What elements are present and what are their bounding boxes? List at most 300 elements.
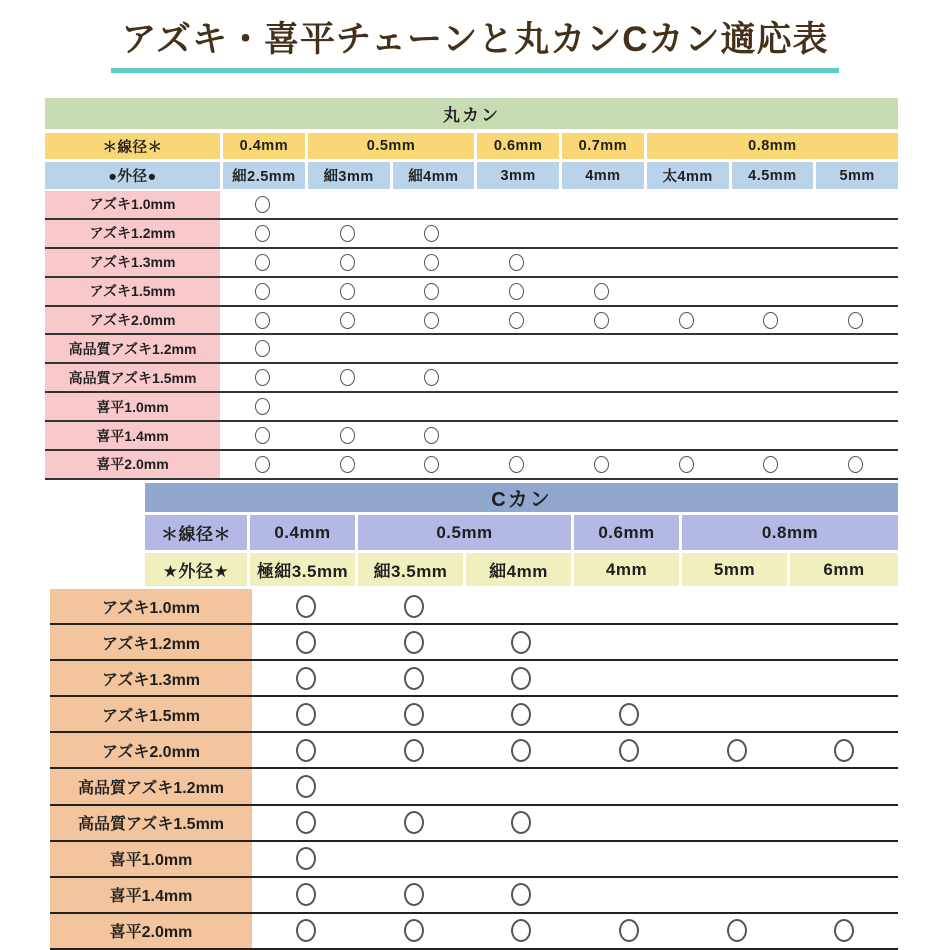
mark-slot xyxy=(729,249,814,276)
maru-kan-wire-label: ＊線径＊ xyxy=(45,133,220,159)
maru-kan-row xyxy=(45,278,898,307)
mark-slot xyxy=(252,878,360,912)
c-kan-wire-size-cell: 0.6mm xyxy=(574,515,679,550)
mark-slot xyxy=(729,422,814,449)
compatible-circle-icon xyxy=(296,667,316,690)
maru-kan-row-label: アズキ1.5mm xyxy=(45,278,220,305)
mark-slot xyxy=(252,733,360,767)
mark-slot xyxy=(474,278,559,305)
mark-slot xyxy=(252,806,360,840)
compatible-circle-icon xyxy=(296,739,316,762)
mark-slot xyxy=(467,589,575,623)
mark-slot xyxy=(575,661,683,695)
mark-slot xyxy=(729,451,814,478)
compatible-circle-icon xyxy=(424,225,439,242)
mark-slot xyxy=(683,733,791,767)
compatible-circle-icon xyxy=(404,919,424,942)
c-kan-row-label: アズキ1.2mm xyxy=(50,625,252,659)
maru-kan-row xyxy=(45,393,898,422)
compatible-circle-icon xyxy=(296,703,316,726)
mark-slot xyxy=(305,220,390,247)
compatible-circle-icon xyxy=(404,739,424,762)
mark-slot xyxy=(390,249,475,276)
mark-slot xyxy=(474,220,559,247)
maru-kan-outer-size-cell: 3mm xyxy=(477,162,559,189)
compatible-circle-icon xyxy=(404,811,424,834)
compatible-circle-icon xyxy=(619,703,639,726)
mark-slot xyxy=(559,278,644,305)
mark-slot xyxy=(559,249,644,276)
maru-kan-row-label: 喜平1.4mm xyxy=(45,422,220,449)
mark-slot xyxy=(559,335,644,362)
compatible-circle-icon xyxy=(594,283,609,300)
mark-slot xyxy=(390,278,475,305)
compatible-circle-icon xyxy=(296,811,316,834)
maru-kan-outer-size-cell: 4.5mm xyxy=(732,162,814,189)
mark-slot xyxy=(305,393,390,420)
mark-slot xyxy=(467,806,575,840)
c-kan-row-label: 喜平1.4mm xyxy=(50,878,252,912)
mark-slot xyxy=(467,733,575,767)
mark-slot xyxy=(813,364,898,391)
mark-slot xyxy=(220,451,305,478)
mark-slot xyxy=(390,393,475,420)
mark-slot xyxy=(644,191,729,218)
maru-kan-row-marks xyxy=(220,451,898,478)
mark-slot xyxy=(305,422,390,449)
mark-slot xyxy=(559,451,644,478)
c-kan-row-label: 喜平1.0mm xyxy=(50,842,252,876)
maru-kan-row-label: アズキ1.3mm xyxy=(45,249,220,276)
maru-kan-row-marks xyxy=(220,393,898,420)
mark-slot xyxy=(220,364,305,391)
mark-slot xyxy=(467,769,575,803)
mark-slot xyxy=(813,249,898,276)
mark-slot xyxy=(644,393,729,420)
compatible-circle-icon xyxy=(255,427,270,444)
c-kan-row xyxy=(50,806,898,842)
mark-slot xyxy=(575,878,683,912)
compatible-circle-icon xyxy=(511,631,531,654)
maru-kan-row-marks xyxy=(220,191,898,218)
maru-kan-row-marks xyxy=(220,220,898,247)
c-kan-wire-size-cell: 0.8mm xyxy=(682,515,898,550)
compatible-circle-icon xyxy=(296,631,316,654)
mark-slot xyxy=(474,451,559,478)
compatible-circle-icon xyxy=(727,739,747,762)
mark-slot xyxy=(305,278,390,305)
mark-slot xyxy=(790,878,898,912)
mark-slot xyxy=(683,914,791,948)
mark-slot xyxy=(220,220,305,247)
compatible-circle-icon xyxy=(296,595,316,618)
compatible-circle-icon xyxy=(834,739,854,762)
mark-slot xyxy=(220,393,305,420)
compatible-circle-icon xyxy=(255,312,270,329)
compatible-circle-icon xyxy=(619,919,639,942)
mark-slot xyxy=(559,393,644,420)
maru-kan-row-label: アズキ1.2mm xyxy=(45,220,220,247)
c-kan-row-label: 高品質アズキ1.2mm xyxy=(50,769,252,803)
c-kan-wire-size-cell: 0.5mm xyxy=(358,515,571,550)
mark-slot xyxy=(813,278,898,305)
maru-kan-row xyxy=(45,364,898,393)
mark-slot xyxy=(474,191,559,218)
c-kan-wire-diameter-row xyxy=(145,515,898,550)
mark-slot xyxy=(729,335,814,362)
maru-kan-row xyxy=(45,191,898,220)
c-kan-outer-size-cell: 細3.5mm xyxy=(358,553,463,586)
compatible-circle-icon xyxy=(511,883,531,906)
c-kan-row-marks xyxy=(252,806,898,840)
compatible-circle-icon xyxy=(340,427,355,444)
c-kan-outer-size-cell: 6mm xyxy=(790,553,898,586)
maru-kan-row-label: アズキ2.0mm xyxy=(45,307,220,334)
mark-slot xyxy=(575,842,683,876)
mark-slot xyxy=(467,914,575,948)
mark-slot xyxy=(360,697,468,731)
c-kan-row-marks xyxy=(252,697,898,731)
compatible-circle-icon xyxy=(340,254,355,271)
c-kan-table xyxy=(145,483,898,586)
mark-slot xyxy=(360,589,468,623)
mark-slot xyxy=(467,878,575,912)
c-kan-row-marks xyxy=(252,769,898,803)
maru-kan-row xyxy=(45,220,898,249)
mark-slot xyxy=(683,661,791,695)
mark-slot xyxy=(390,451,475,478)
compatible-circle-icon xyxy=(511,811,531,834)
compatible-circle-icon xyxy=(296,883,316,906)
mark-slot xyxy=(305,335,390,362)
page-title xyxy=(12,16,938,73)
mark-slot xyxy=(559,220,644,247)
maru-kan-row-label: 高品質アズキ1.5mm xyxy=(45,364,220,391)
maru-kan-row xyxy=(45,307,898,336)
mark-slot xyxy=(390,191,475,218)
maru-kan-row xyxy=(45,422,898,451)
compatible-circle-icon xyxy=(679,456,694,473)
c-kan-row-label: 喜平2.0mm xyxy=(50,914,252,948)
c-kan-row xyxy=(50,878,898,914)
mark-slot xyxy=(559,191,644,218)
compatible-circle-icon xyxy=(509,283,524,300)
c-kan-outer-diameter-row xyxy=(145,553,898,586)
maru-kan-row xyxy=(45,451,898,480)
mark-slot xyxy=(644,422,729,449)
mark-slot xyxy=(305,191,390,218)
mark-slot xyxy=(575,625,683,659)
mark-slot xyxy=(474,335,559,362)
page-title-text: アズキ・喜平チェーンと丸カンCカン適応表 xyxy=(111,16,838,73)
mark-slot xyxy=(683,806,791,840)
c-kan-row-marks xyxy=(252,733,898,767)
mark-slot xyxy=(790,589,898,623)
maru-kan-wire-size-cell: 0.6mm xyxy=(477,133,559,159)
compatible-circle-icon xyxy=(340,369,355,386)
mark-slot xyxy=(360,661,468,695)
maru-kan-body xyxy=(45,191,898,480)
mark-slot xyxy=(252,661,360,695)
mark-slot xyxy=(474,307,559,334)
mark-slot xyxy=(360,625,468,659)
mark-slot xyxy=(252,589,360,623)
mark-slot xyxy=(390,307,475,334)
mark-slot xyxy=(729,364,814,391)
maru-kan-row-label: 喜平1.0mm xyxy=(45,393,220,420)
compatible-circle-icon xyxy=(340,456,355,473)
maru-kan-wire-size-cell: 0.4mm xyxy=(223,133,305,159)
compatible-circle-icon xyxy=(848,312,863,329)
maru-kan-row-label: 高品質アズキ1.2mm xyxy=(45,335,220,362)
mark-slot xyxy=(644,220,729,247)
maru-kan-row xyxy=(45,335,898,364)
mark-slot xyxy=(790,769,898,803)
compatible-circle-icon xyxy=(511,919,531,942)
mark-slot xyxy=(790,914,898,948)
mark-slot xyxy=(467,661,575,695)
compatible-circle-icon xyxy=(255,283,270,300)
c-kan-row xyxy=(50,842,898,878)
c-kan-row-marks xyxy=(252,661,898,695)
compatible-circle-icon xyxy=(404,667,424,690)
mark-slot xyxy=(390,220,475,247)
c-kan-row-marks xyxy=(252,842,898,876)
mark-slot xyxy=(252,625,360,659)
mark-slot xyxy=(390,335,475,362)
maru-kan-row-label: アズキ1.0mm xyxy=(45,191,220,218)
mark-slot xyxy=(813,220,898,247)
mark-slot xyxy=(729,393,814,420)
maru-kan-table xyxy=(45,98,898,480)
maru-kan-row-marks xyxy=(220,364,898,391)
maru-kan-wire-size-cell: 0.7mm xyxy=(562,133,644,159)
mark-slot xyxy=(790,733,898,767)
c-kan-row-label: アズキ1.5mm xyxy=(50,697,252,731)
c-kan-row-marks xyxy=(252,914,898,948)
mark-slot xyxy=(390,422,475,449)
c-kan-row-label: 高品質アズキ1.5mm xyxy=(50,806,252,840)
maru-kan-row-marks xyxy=(220,307,898,334)
compatible-circle-icon xyxy=(255,456,270,473)
compatible-circle-icon xyxy=(255,369,270,386)
mark-slot xyxy=(474,422,559,449)
mark-slot xyxy=(220,249,305,276)
compatible-circle-icon xyxy=(340,225,355,242)
maru-kan-row-marks xyxy=(220,249,898,276)
mark-slot xyxy=(644,451,729,478)
maru-kan-wire-size-cell: 0.5mm xyxy=(308,133,475,159)
compatible-circle-icon xyxy=(255,340,270,357)
mark-slot xyxy=(360,806,468,840)
compatible-circle-icon xyxy=(511,739,531,762)
mark-slot xyxy=(467,842,575,876)
mark-slot xyxy=(644,307,729,334)
mark-slot xyxy=(220,307,305,334)
c-kan-wire-size-cell: 0.4mm xyxy=(250,515,355,550)
c-kan-row-marks xyxy=(252,878,898,912)
compatible-circle-icon xyxy=(509,456,524,473)
compatible-circle-icon xyxy=(594,456,609,473)
maru-kan-outer-size-cell: 細4mm xyxy=(393,162,475,189)
c-kan-table-header: Cカン xyxy=(145,483,898,512)
c-kan-outer-size-cell: 細4mm xyxy=(466,553,571,586)
mark-slot xyxy=(729,191,814,218)
c-kan-row xyxy=(50,914,898,950)
maru-kan-wire-diameter-row xyxy=(45,133,898,159)
mark-slot xyxy=(305,249,390,276)
mark-slot xyxy=(575,733,683,767)
mark-slot xyxy=(813,422,898,449)
compatible-circle-icon xyxy=(511,703,531,726)
mark-slot xyxy=(305,307,390,334)
mark-slot xyxy=(390,364,475,391)
mark-slot xyxy=(360,733,468,767)
c-kan-row-label: アズキ1.0mm xyxy=(50,589,252,623)
c-kan-row xyxy=(50,625,898,661)
compatible-circle-icon xyxy=(424,369,439,386)
mark-slot xyxy=(252,914,360,948)
compatible-circle-icon xyxy=(834,919,854,942)
compatible-circle-icon xyxy=(424,312,439,329)
mark-slot xyxy=(305,364,390,391)
mark-slot xyxy=(252,842,360,876)
maru-kan-row-marks xyxy=(220,278,898,305)
compatible-circle-icon xyxy=(848,456,863,473)
mark-slot xyxy=(683,769,791,803)
mark-slot xyxy=(305,451,390,478)
mark-slot xyxy=(559,307,644,334)
compatible-circle-icon xyxy=(255,398,270,415)
mark-slot xyxy=(575,697,683,731)
maru-kan-outer-label: ●外径● xyxy=(45,162,220,189)
compatible-circle-icon xyxy=(619,739,639,762)
c-kan-row-label: アズキ2.0mm xyxy=(50,733,252,767)
mark-slot xyxy=(575,589,683,623)
c-kan-row xyxy=(50,589,898,625)
compatible-circle-icon xyxy=(594,312,609,329)
compatible-circle-icon xyxy=(763,312,778,329)
compatible-circle-icon xyxy=(509,312,524,329)
mark-slot xyxy=(790,806,898,840)
compatible-circle-icon xyxy=(296,847,316,870)
mark-slot xyxy=(683,589,791,623)
compatible-circle-icon xyxy=(424,283,439,300)
mark-slot xyxy=(683,878,791,912)
maru-kan-wire-size-cell: 0.8mm xyxy=(647,133,898,159)
mark-slot xyxy=(220,422,305,449)
compatible-circle-icon xyxy=(424,427,439,444)
mark-slot xyxy=(360,878,468,912)
mark-slot xyxy=(813,335,898,362)
c-kan-row xyxy=(50,661,898,697)
maru-kan-row-marks xyxy=(220,422,898,449)
c-kan-outer-size-cell: 極細3.5mm xyxy=(250,553,355,586)
compatible-circle-icon xyxy=(340,283,355,300)
mark-slot xyxy=(360,842,468,876)
mark-slot xyxy=(474,249,559,276)
mark-slot xyxy=(790,625,898,659)
mark-slot xyxy=(683,625,791,659)
mark-slot xyxy=(360,914,468,948)
mark-slot xyxy=(360,769,468,803)
mark-slot xyxy=(220,335,305,362)
mark-slot xyxy=(644,364,729,391)
maru-kan-outer-diameter-row xyxy=(45,162,898,189)
compatible-circle-icon xyxy=(255,254,270,271)
maru-kan-outer-size-cell: 細3mm xyxy=(308,162,390,189)
mark-slot xyxy=(575,769,683,803)
maru-kan-row xyxy=(45,249,898,278)
mark-slot xyxy=(644,278,729,305)
c-kan-row-marks xyxy=(252,589,898,623)
mark-slot xyxy=(559,422,644,449)
compatible-circle-icon xyxy=(509,254,524,271)
mark-slot xyxy=(813,191,898,218)
maru-kan-row-marks xyxy=(220,335,898,362)
c-kan-body xyxy=(50,589,898,950)
c-kan-row-marks xyxy=(252,625,898,659)
c-kan-row xyxy=(50,733,898,769)
compatible-circle-icon xyxy=(404,631,424,654)
maru-kan-outer-size-cell: 細2.5mm xyxy=(223,162,305,189)
compatible-circle-icon xyxy=(255,196,270,213)
mark-slot xyxy=(474,364,559,391)
mark-slot xyxy=(474,393,559,420)
mark-slot xyxy=(790,697,898,731)
mark-slot xyxy=(575,806,683,840)
mark-slot xyxy=(252,769,360,803)
c-kan-outer-size-cell: 4mm xyxy=(574,553,679,586)
mark-slot xyxy=(644,249,729,276)
compatible-circle-icon xyxy=(404,595,424,618)
mark-slot xyxy=(644,335,729,362)
c-kan-row xyxy=(50,769,898,805)
mark-slot xyxy=(790,661,898,695)
mark-slot xyxy=(813,451,898,478)
c-kan-row xyxy=(50,697,898,733)
mark-slot xyxy=(729,220,814,247)
mark-slot xyxy=(467,625,575,659)
maru-kan-table-header: 丸カン xyxy=(45,98,898,129)
compatible-circle-icon xyxy=(296,775,316,798)
mark-slot xyxy=(729,307,814,334)
compatible-circle-icon xyxy=(296,919,316,942)
compatible-circle-icon xyxy=(679,312,694,329)
c-kan-wire-label: ＊線径＊ xyxy=(145,515,247,550)
compatible-circle-icon xyxy=(424,254,439,271)
maru-kan-row-label: 喜平2.0mm xyxy=(45,451,220,478)
mark-slot xyxy=(813,307,898,334)
c-kan-outer-label: ★外径★ xyxy=(145,553,247,586)
mark-slot xyxy=(683,842,791,876)
mark-slot xyxy=(467,697,575,731)
mark-slot xyxy=(813,393,898,420)
c-kan-row-label: アズキ1.3mm xyxy=(50,661,252,695)
mark-slot xyxy=(220,191,305,218)
compatible-circle-icon xyxy=(424,456,439,473)
mark-slot xyxy=(790,842,898,876)
mark-slot xyxy=(575,914,683,948)
compatible-circle-icon xyxy=(511,667,531,690)
mark-slot xyxy=(729,278,814,305)
mark-slot xyxy=(220,278,305,305)
mark-slot xyxy=(252,697,360,731)
compatible-circle-icon xyxy=(404,703,424,726)
maru-kan-outer-size-cell: 4mm xyxy=(562,162,644,189)
c-kan-outer-size-cell: 5mm xyxy=(682,553,787,586)
compatible-circle-icon xyxy=(340,312,355,329)
